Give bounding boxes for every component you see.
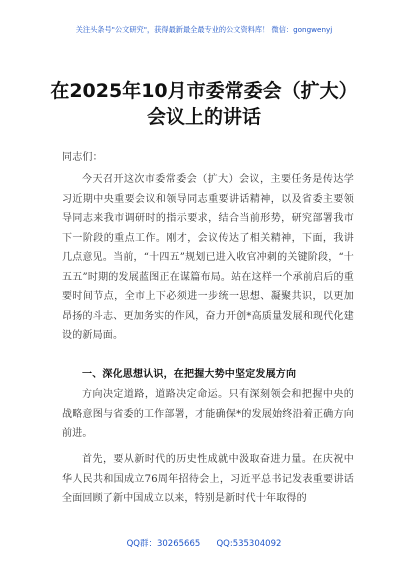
section-heading-1: 一、深化思想认识，在把握大势中坚定发展方向: [82, 369, 297, 380]
document-title: [20, 78, 388, 130]
title-line-2: 会议上的讲话: [146, 106, 261, 128]
header-promo-note: 关注头条号"公文研究"，获得最新最全最专业的公文资料库！ 微信：gongwenyj: [75, 25, 333, 34]
title-line-1: 在2025年10月市委常委会（扩大）: [50, 80, 358, 102]
footer-contact-note: QQ群：30265665 QQ:535304092: [126, 539, 282, 549]
paragraph-intro: 今天召开这次市委常委会（扩大）会议，主要任务是传达学习近期中央重要会议和领导同志重要讲话精神，以及省委主要领导同志来我市调研时的指示要求，结合当前形势，研究部署我市下一阶段的重点工作。刚才，会议传达了相关精神，下面，我讲几点意见。当前，“十四五”规划已进入收官冲刺的关键阶段，“十五五”时期的发展蓝图正在谋篇布局。站在这样一个承前启后的重要时间节点，全市上下必须进一步统一思想、凝聚共识，以更加昂扬的斗志、更加务实的作风，奋力开创*高质量发展和现代化建设的新局面。: [62, 174, 354, 341]
salutation: 同志们：: [62, 152, 103, 163]
paragraph-direction: 方向决定道路，道路决定命运。只有深刻领会和把握中央的战略意图与省委的工作部署，才能确保*的发展始终沿着正确方向前进。: [62, 389, 354, 439]
paragraph-first-point: 首先，要从新时代的历史性成就中汲取奋进力量。在庆祝中华人民共和国成立76周年招待会上，习近平总书记发表重要讲话全面回顾了新中国成立以来，特别是新时代十年取得的: [62, 454, 354, 504]
